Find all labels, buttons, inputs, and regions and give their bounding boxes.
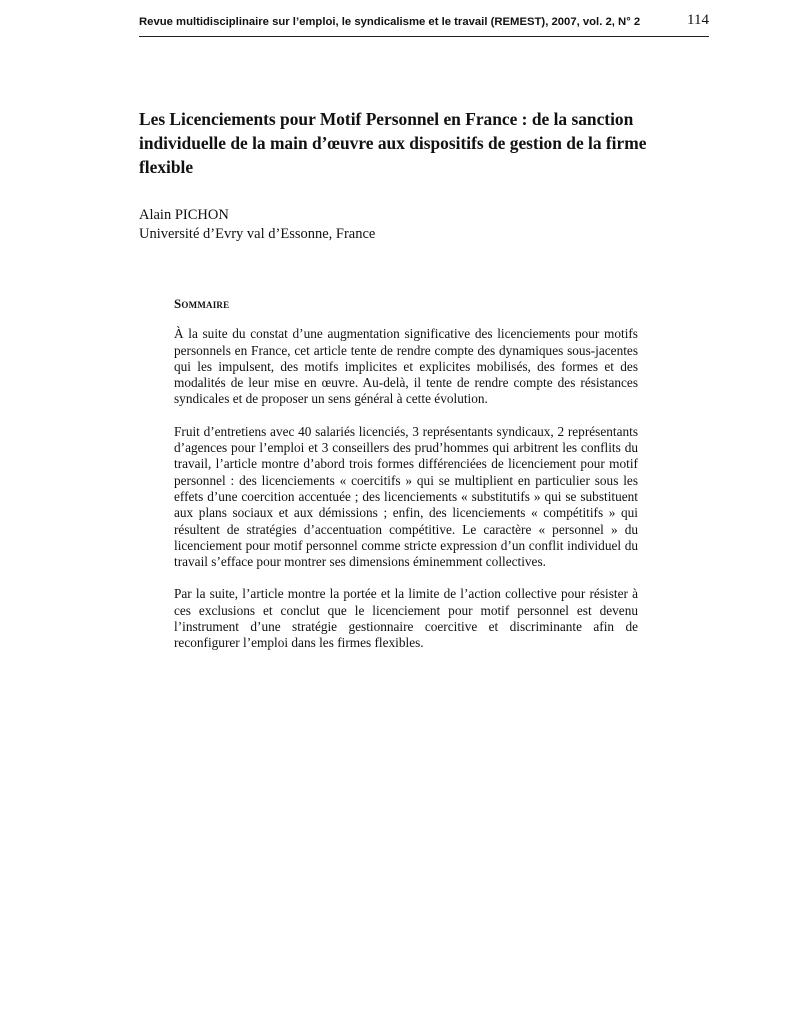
abstract-paragraph: Par la suite, l’article montre la portée et la limite de l’action collective pour résister à ces exclusions et conclut que le licenciement pour motif personnel est devenu l’instrument d’une stratégie gestionnaire coercitive et discriminante afin de reconfigurer l’emploi dans les firmes flexibles. — [174, 586, 638, 651]
page-number: 114 — [687, 12, 709, 28]
abstract-section — [174, 296, 638, 668]
author-affiliation: Université d’Evry val d’Essonne, France — [139, 226, 376, 242]
article-title: Les Licenciements pour Motif Personnel en France : de la sanction individuelle de la main d’œuvre aux dispositifs de gestion de la firme flexible — [139, 109, 647, 177]
running-header — [139, 12, 709, 37]
abstract-paragraph: Fruit d’entretiens avec 40 salariés licenciés, 3 représentants syndicaux, 2 représentants d’agences pour l’emploi et 3 conseillers des prud’hommes qui arbitrent les conflits du travail, l’article montre d’abord trois formes différenciées de licenciement pour motif personnel : des licenciements « coercitifs » qui se multiplient en particulier sous les effets d’une coercition accentuée ; des licenciements « substitutifs » qui se substituent aux plans sociaux et aux démissions ; enfin, des licenciements « compétitifs » qui résultent de stratégies d’accentuation compétitive. Le caractère « personnel » du licenciement pour motif personnel comme stricte expression d’un conflit individuel du travail s’efface pour montrer ses dimensions éminemment collectives. — [174, 423, 638, 570]
journal-reference: Revue multidisciplinaire sur l’emploi, le syndicalisme et le travail (REMEST), 2007, vol. 2, N° 2 — [139, 16, 641, 28]
abstract-heading: Sommaire — [174, 296, 230, 311]
abstract-paragraph: À la suite du constat d’une augmentation significative des licenciements pour motifs personnels en France, cet article tente de rendre compte des dynamiques sous-jacentes qui les impulsent, des motifs implicites et explicites mobilisés, des formes et des modalités de leur mise en œuvre. Au-delà, il tente de rendre compte des résistances syndicales et de proposer un sens général à cette évolution. — [174, 326, 638, 407]
author-name: Alain PICHON — [139, 207, 229, 223]
